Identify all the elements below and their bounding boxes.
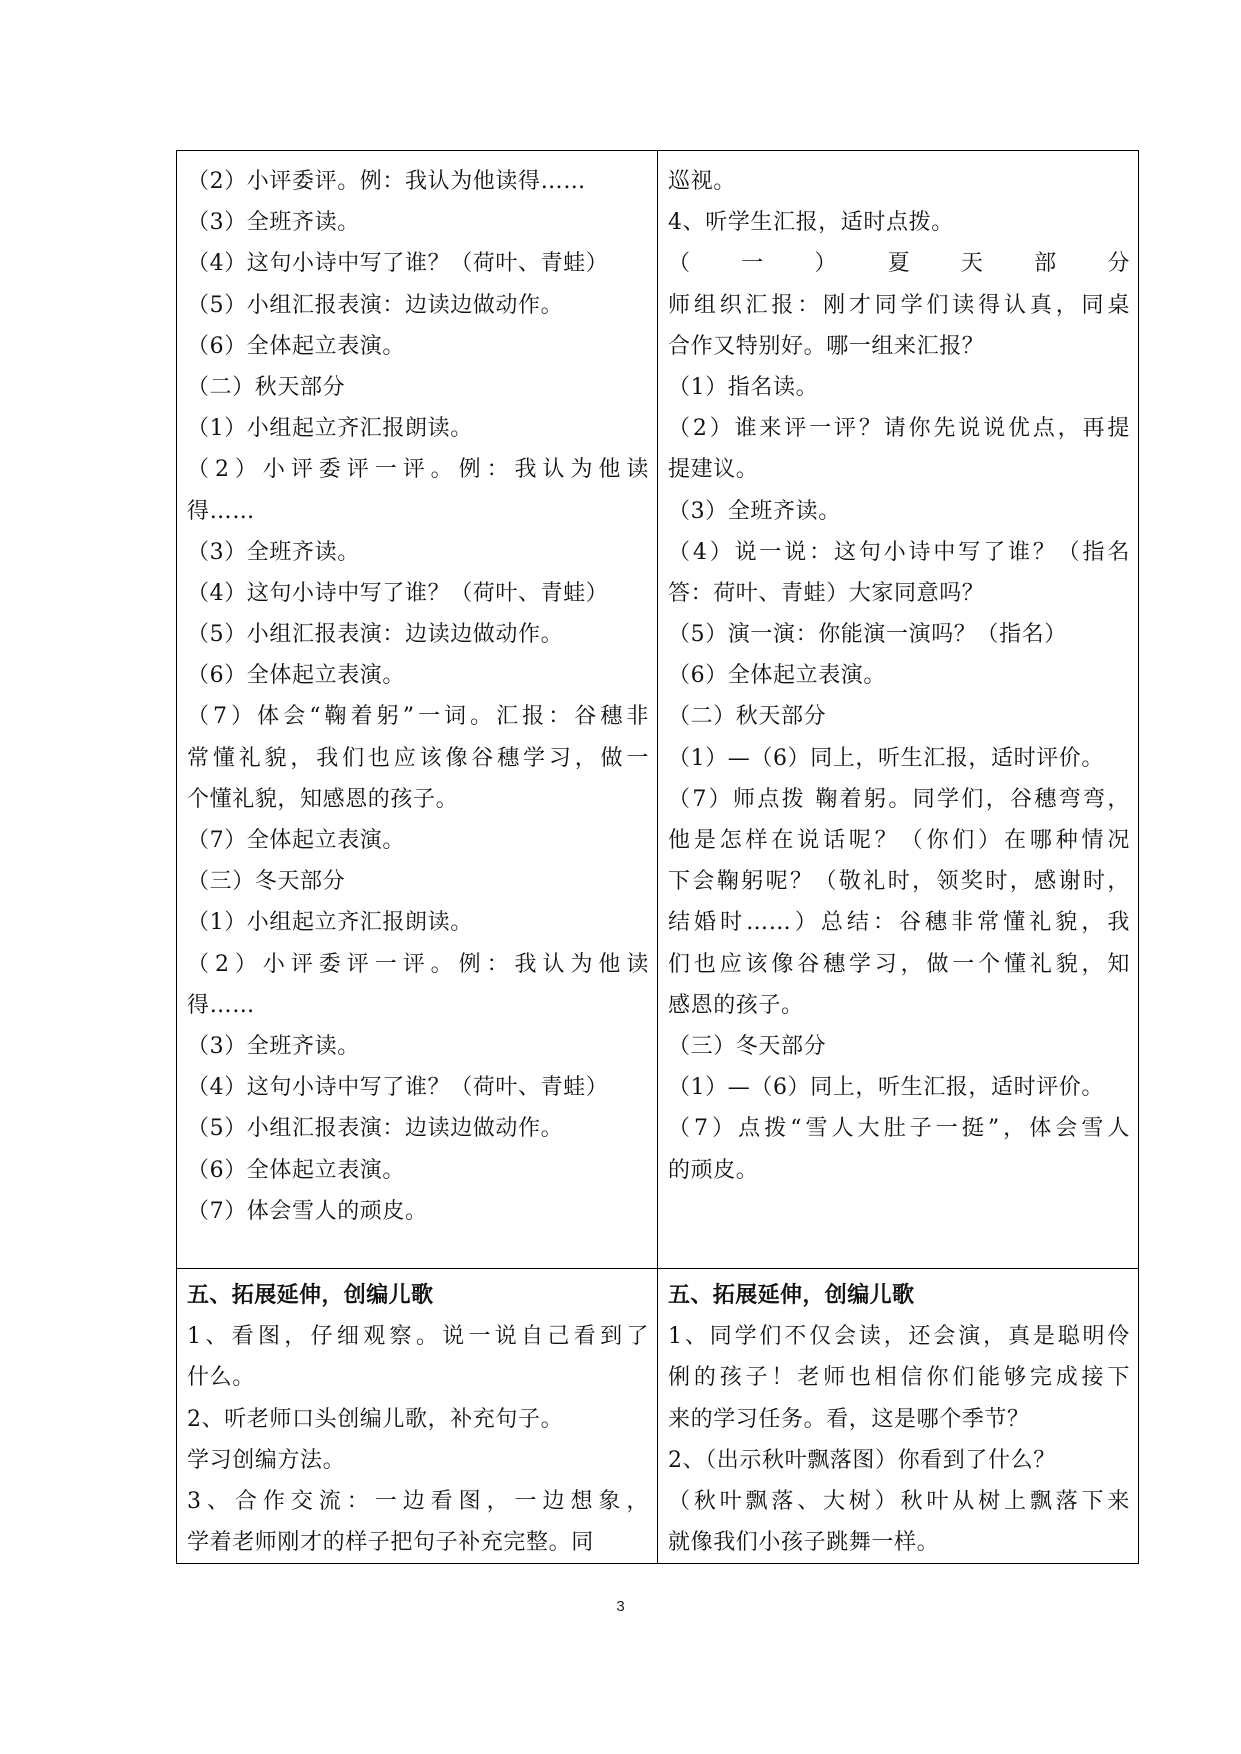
text-line: （2）谁来评一评？请你先说说优点，再提: [668, 416, 1130, 442]
text-line: （1）小组起立齐汇报朗读。: [187, 416, 473, 442]
text-line: （4）这句小诗中写了谁？（荷叶、青蛙）: [187, 1075, 609, 1101]
text-line: （秋叶飘落、大树）秋叶从树上飘落下来: [668, 1488, 1130, 1514]
teacher-extension-text: [658, 1269, 1138, 1563]
student-extension-cell: [177, 1269, 658, 1564]
text-line: （7）点拨“雪人大肚子一挺”，体会雪人: [668, 1116, 1130, 1142]
text-line: （6）全体起立表演。: [668, 663, 886, 689]
text-line: （4）这句小诗中写了谁？（荷叶、青蛙）: [187, 251, 609, 277]
text-line: （3）全班齐读。: [187, 210, 360, 236]
text-line: （7）师点拨 鞠着躬。同学们，谷穗弯弯，: [668, 786, 1130, 812]
text-line: （6）全体起立表演。: [187, 663, 405, 689]
text-line: 师组织汇报：刚才同学们读得认真，同桌: [668, 292, 1130, 318]
text-line: （5）小组汇报表演：边读边做动作。: [187, 1116, 564, 1142]
text-line: 俐的孩子！老师也相信你们能够完成接下: [668, 1365, 1130, 1391]
student-activity-cell: [177, 151, 658, 1269]
text-line: 1、看图，仔细观察。说一说自己看到了: [187, 1324, 649, 1350]
text-line: （7）体会雪人的顽皮。: [187, 1198, 428, 1224]
student-extension-text: [177, 1269, 657, 1563]
lesson-plan-table: [176, 150, 1139, 1564]
table-row: [177, 151, 1139, 1269]
text-line: （2）小评委评。例：我认为他读得……: [187, 169, 586, 194]
text-line: （7）全体起立表演。: [187, 828, 405, 853]
text-line: （3）全班齐读。: [187, 539, 360, 565]
text-line: 们也应该像谷穗学习，做一个懂礼貌，知: [668, 951, 1130, 977]
text-line: （1）小组起立齐汇报朗读。: [187, 910, 473, 936]
text-line: （5）小组汇报表演：边读边做动作。: [187, 622, 564, 648]
text-line: 2、（出示秋叶飘落图）你看到了什么？: [668, 1447, 1056, 1473]
teacher-activity-cell: [658, 151, 1139, 1269]
text-line: （2）小评委评一评。例：我认为他读: [187, 457, 649, 483]
text-line: （三）冬天部分: [668, 1033, 827, 1059]
text-line: （1）—（6）同上，听生汇报，适时评价。: [668, 745, 1104, 771]
text-line: （2）小评委评一评。例：我认为他读: [187, 951, 649, 977]
text-line: （一）夏天部分: [668, 251, 1130, 277]
text-line: 学习创编方法。: [187, 1447, 346, 1473]
page-number: 3: [616, 1598, 625, 1615]
text-line: 感恩的孩子。: [668, 992, 804, 1018]
text-line: （5）演一演：你能演一演吗？（指名）: [668, 622, 1067, 648]
text-line: 来的学习任务。看，这是哪个季节？: [668, 1406, 1030, 1432]
text-line: 就像我们小孩子跳舞一样。: [668, 1530, 940, 1556]
text-line: （5）小组汇报表演：边读边做动作。: [187, 292, 564, 318]
text-line: （1）—（6）同上，听生汇报，适时评价。: [668, 1075, 1104, 1101]
text-line: 得……: [187, 992, 255, 1018]
section-heading: 五、拓展延伸，创编儿歌: [668, 1283, 915, 1308]
text-line: 什么。: [187, 1365, 255, 1391]
text-line: （二）秋天部分: [668, 704, 827, 730]
text-line: 下会鞠躬呢？（敬礼时，领奖时，感谢时，: [668, 869, 1130, 895]
text-line: （6）全体起立表演。: [187, 1157, 405, 1183]
text-line: （3）全班齐读。: [187, 1033, 360, 1059]
text-line: 得……: [187, 498, 255, 524]
text-line: （二）秋天部分: [187, 374, 346, 400]
section-heading: 五、拓展延伸，创编儿歌: [187, 1283, 434, 1308]
text-line: 个懂礼貌，知感恩的孩子。: [187, 786, 459, 812]
text-line: 3、合作交流：一边看图，一边想象，: [187, 1488, 649, 1514]
text-line: （4）说一说：这句小诗中写了谁？（指名: [668, 539, 1130, 565]
text-line: （1）指名读。: [668, 374, 819, 400]
text-line: 合作又特别好。哪一组来汇报？: [668, 333, 985, 359]
text-line: （3）全班齐读。: [668, 498, 841, 524]
text-line: 提建议。: [668, 457, 759, 483]
text-line: 他是怎样在说话呢？（你们）在哪种情况: [668, 828, 1130, 853]
text-line: （7）体会“鞠着躬”一词。汇报：谷穗非: [187, 704, 649, 730]
text-line: 1、同学们不仅会读，还会演，真是聪明伶: [668, 1324, 1130, 1350]
text-line: 学着老师刚才的样子把句子补充完整。同: [187, 1530, 594, 1556]
text-line: 2、听老师口头创编儿歌，补充句子。: [187, 1406, 564, 1432]
teacher-extension-cell: [658, 1269, 1139, 1564]
student-activity-text: [177, 151, 657, 1232]
text-line: （三）冬天部分: [187, 869, 346, 895]
text-line: （6）全体起立表演。: [187, 333, 405, 359]
text-line: 答：荷叶、青蛙）大家同意吗？: [668, 580, 985, 606]
table-row: [177, 1269, 1139, 1564]
text-line: 常懂礼貌，我们也应该像谷穗学习，做一: [187, 745, 649, 771]
teacher-activity-text: [658, 151, 1138, 1191]
text-line: 巡视。: [668, 169, 736, 194]
text-line: 4、听学生汇报，适时点拨。: [668, 210, 954, 236]
text-line: （4）这句小诗中写了谁？（荷叶、青蛙）: [187, 580, 609, 606]
text-line: 结婚时……）总结：谷穗非常懂礼貌，我: [668, 910, 1130, 936]
text-line: 的顽皮。: [668, 1157, 759, 1183]
